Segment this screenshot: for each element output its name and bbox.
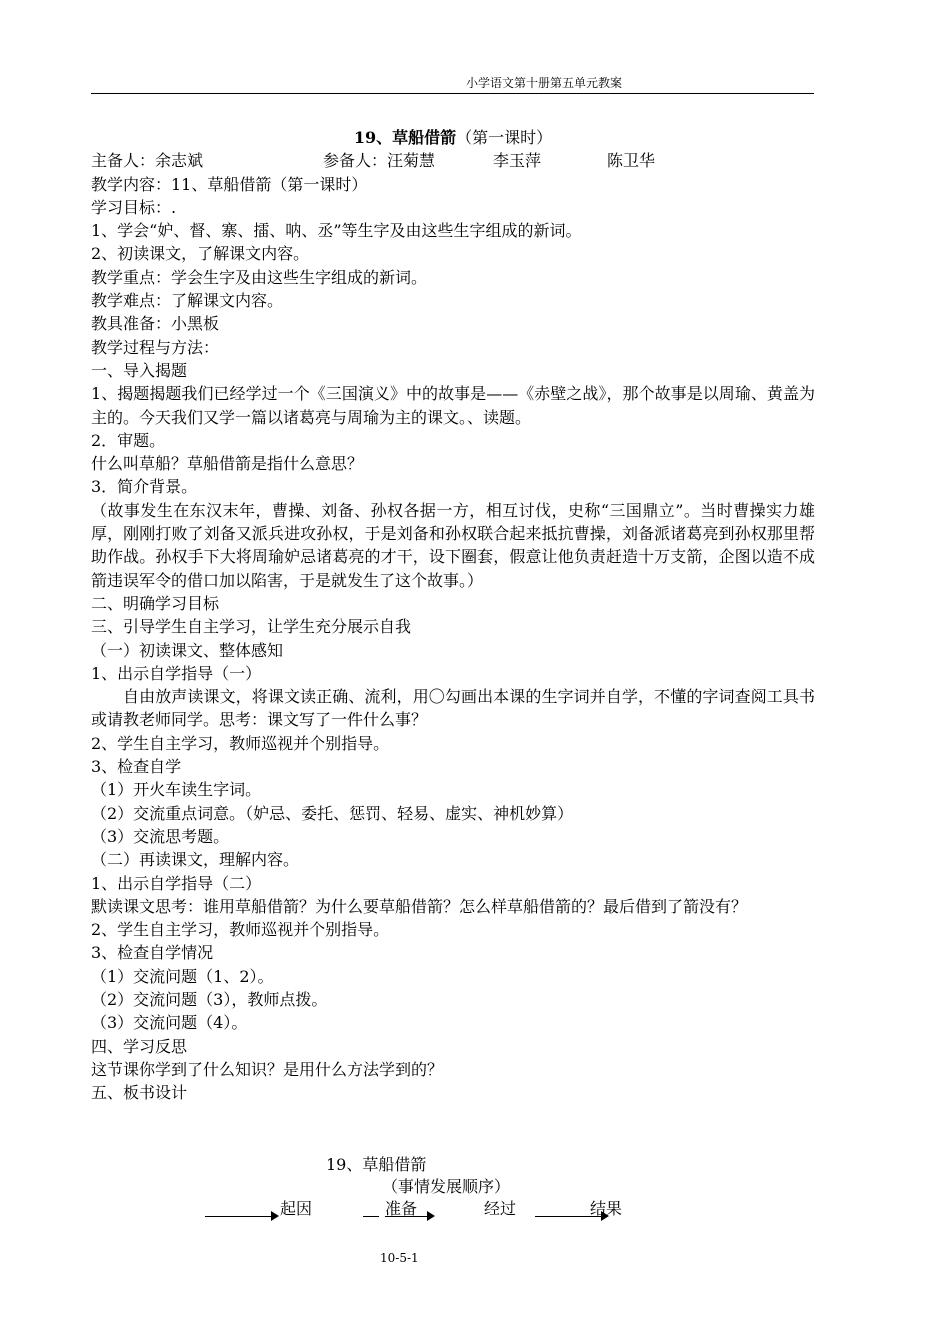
lesson-line: 3、检查自学情况 <box>91 943 214 963</box>
lesson-line: 教学内容：11、草船借箭（第一课时） <box>91 174 368 194</box>
lesson-line: 2、初读课文，了解课文内容。 <box>91 244 310 264</box>
lesson-line: 教具准备：小黑板 <box>91 314 220 334</box>
header-divider <box>91 93 814 94</box>
lesson-title-main: 19、草船借箭 <box>353 128 457 147</box>
lesson-line: （二）再读课文，理解内容。 <box>91 850 300 870</box>
lesson-line: （故事发生在东汉末年，曹操、刘备、孙权各据一方，相互讨伐，史称“三国鼎立”。当时曹操实力雄厚，刚刚打败了刘备又派兵进攻孙权，于是刘备和孙权联合起来抵抗曹操，刘备派诸葛亮到孙权那里帮助作战。孙权手下大将周瑜妒忌诸葛亮的才干，设下圈套，假意让他负责赶造十万支箭，企图以造不成箭违误军令的借口加以陷害，于是就发生了这个故事。） <box>91 500 815 590</box>
board-step-cause: 起因 <box>280 1199 313 1218</box>
lesson-line: 自由放声读课文，将课文读正确、流利，用〇勾画出本课的生字词并自学，不懂的字词查阅工具书或请教老师同学。思考：课文写了一件什么事？ <box>91 687 815 730</box>
lesson-line: （1）开火车读生字词。 <box>91 780 262 800</box>
lesson-line: 教学过程与方法： <box>91 337 220 357</box>
page-code: 10-5-1 <box>380 1251 419 1265</box>
lesson-title-sub: （第一课时） <box>456 128 553 147</box>
lesson-line: （一）初读课文、整体感知 <box>91 640 284 660</box>
lesson-line: 1、学会“妒、督、寨、擂、呐、丞”等生字及由这些生字组成的新词。 <box>91 221 582 241</box>
lesson-line: 1、出示自学指导（一） <box>91 663 262 683</box>
connector-line <box>363 1216 379 1217</box>
lesson-title <box>91 126 815 149</box>
lesson-line: 五、板书设计 <box>91 1083 188 1103</box>
board-step-result: 结果 <box>590 1199 623 1218</box>
header-title: 小学语文第十册第五单元教案 <box>466 76 623 90</box>
lesson-line: （1）交流问题（1、2）。 <box>91 966 274 986</box>
board-subtitle: （事情发展顺序） <box>382 1177 511 1196</box>
lesson-line: 2、学生自主学习，教师巡视并个别指导。 <box>91 733 390 753</box>
lesson-line: 教学难点：了解课文内容。 <box>91 291 284 311</box>
lesson-line: 2．审题。 <box>91 430 166 450</box>
lesson-line: （2）交流问题（3），教师点拨。 <box>91 989 328 1009</box>
assistant-preparer-2: 李玉萍 <box>493 151 542 171</box>
lesson-line: 学习目标：. <box>91 197 177 217</box>
lesson-line: 默读课文思考：谁用草船借箭？为什么要草船借箭？怎么样草船借箭的？最后借到了箭没有？ <box>91 896 748 916</box>
lesson-line: 教学重点：学会生字及由这些生字组成的新词。 <box>91 267 428 287</box>
lesson-line: 2、学生自主学习，教师巡视并个别指导。 <box>91 920 390 940</box>
board-step-preparation: 准备 <box>385 1199 418 1218</box>
lesson-line: （2）交流重点词意。（妒忌、委托、惩罚、轻易、虚实、神机妙算） <box>91 803 574 823</box>
board-flow-diagram <box>0 1196 950 1226</box>
lesson-line: 这节课你学到了什么知识？是用什么方法学到的？ <box>91 1059 444 1079</box>
lesson-line: 3．简介背景。 <box>91 477 198 497</box>
lead-preparer: 主备人：余志斌 <box>91 151 204 171</box>
lesson-line: 1、出示自学指导（二） <box>91 873 262 893</box>
lesson-line: （3）交流问题（4）。 <box>91 1013 248 1033</box>
assistant-preparer: 参备人：汪菊慧 <box>323 151 436 171</box>
staff-line <box>91 149 815 172</box>
lesson-line: 三、引导学生自主学习，让学生充分展示自我 <box>91 617 412 637</box>
lesson-plan-body <box>91 126 815 1104</box>
lesson-line: 什么叫草船？草船借箭是指什么意思？ <box>91 454 364 474</box>
assistant-preparer-3: 陈卫华 <box>607 151 656 171</box>
lesson-line: 二、明确学习目标 <box>91 593 220 613</box>
lesson-line: 一、导入揭题 <box>91 360 188 380</box>
lesson-line: 四、学习反思 <box>91 1036 188 1056</box>
lesson-line: （3）交流思考题。 <box>91 826 230 846</box>
lesson-line: 1、揭题揭题我们已经学过一个《三国演义》中的故事是——《赤壁之战》，那个故事是以周瑜、黄盖为主的。今天我们又学一篇以诸葛亮与周瑜为主的课文。、读题。 <box>91 384 815 427</box>
lesson-line: 3、检查自学 <box>91 757 182 777</box>
board-step-process: 经过 <box>484 1199 517 1218</box>
board-title: 19、草船借箭 <box>326 1155 427 1174</box>
